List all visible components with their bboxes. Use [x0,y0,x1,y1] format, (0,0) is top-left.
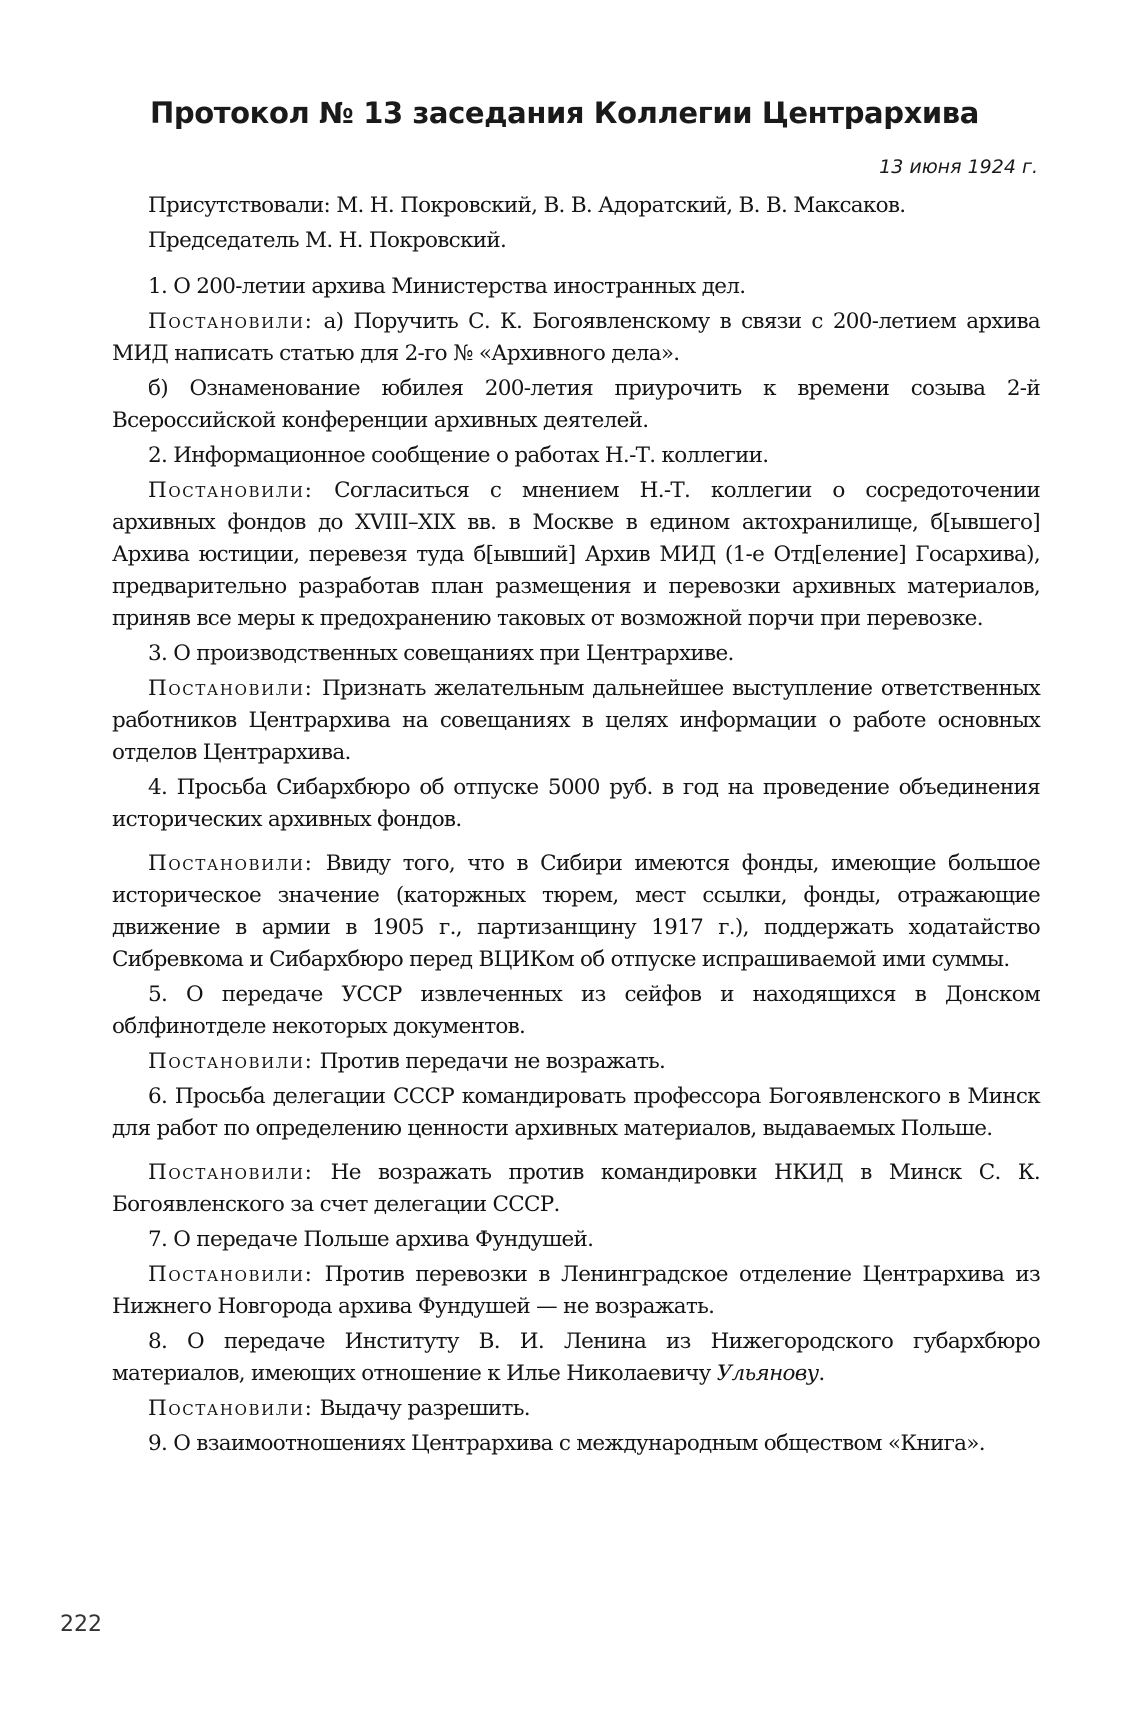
agenda-item-9: 9. О взаимоотношениях Центрархива с международным обществом «Книга». [148,1431,985,1456]
resolved-label: Постановили: [148,851,314,876]
resolution-4: Постановили: Ввиду того, что в Сибири имеются фонды, имеющие большое историческое значение (каторжных тюрем, мест ссылки, фонды, отражающие движение в армии в 1905 г., партизанщину 1917 г.), поддержать ходатайство Сибревкома и Сибархбюро перед ВЦИКом об отпуске испрашиваемой ими суммы. [112,851,1040,972]
resolved-label: Постановили: [148,1396,314,1421]
agenda-item-8: 8. О передаче Институту В. И. Ленина из Нижегородского губархбюро материалов, имеющих отношение к Илье Николаевичу Ульянову. [112,1329,1040,1386]
resolved-label: Постановили: [148,309,314,334]
agenda-item-1: 1. О 200-летии архива Министерства иностранных дел. [148,274,746,299]
agenda-item-7: 7. О передаче Польше архива Фундушей. [148,1227,594,1252]
resolution-3: Постановили: Признать желательным дальнейшее выступление ответственных работников Центрархива на совещаниях в целях информации о работе основных отделов Центрархива. [112,676,1040,765]
resolved-label: Постановили: [148,1160,314,1185]
chairman-line: Председатель М. Н. Покровский. [148,228,507,253]
resolution-6: Постановили: Не возражать против командировки НКИД в Минск С. К. Богоявленского за счет делегации СССР. [112,1160,1040,1217]
agenda-item-6: 6. Просьба делегации СССР командировать профессора Богоявленского в Минск для работ по определению ценности архивных материалов, выдаваемых Польше. [112,1084,1040,1141]
resolution-2: Постановили: Согласиться с мнением Н.-Т. коллегии о сосредоточении архивных фондов до XVIII–XIX вв. в Москве в едином актохранилище, б[ывшего] Архива юстиции, перевезя туда б[ывший] Архив МИД (1-е Отд[еление] Госархива), предварительно разработав план размещения и перевозки архивных материалов, приняв все меры к предохранению таковых от возможной порчи при перевозке. [112,478,1040,631]
resolved-label: Постановили: [148,676,314,701]
page-number: 222 [60,1612,102,1637]
agenda-item-5: 5. О передаче УССР извлеченных из сейфов и находящихся в Донском облфинотделе некоторых документов. [112,982,1040,1039]
agenda-item-2: 2. Информационное сообщение о работах Н.-Т. коллегии. [148,443,769,468]
page-title: Протокол № 13 заседания Коллегии Центрархива [150,96,979,130]
resolution-1: Постановили: а) Поручить С. К. Богоявленскому в связи с 200-летием архива МИД написать статью для 2-го № «Архивного дела». [112,309,1040,366]
resolved-label: Постановили: [148,478,314,503]
resolution-7: Постановили: Против перевозки в Ленинградское отделение Центрархива из Нижнего Новгорода архива Фундушей — не возражать. [112,1262,1040,1319]
resolved-label: Постановили: [148,1262,314,1287]
protocol-body [112,190,1040,1463]
agenda-item-3: 3. О производственных совещаниях при Центрархиве. [148,641,734,666]
resolution-5: Постановили: Против передачи не возражать. [148,1049,666,1074]
resolved-label: Постановили: [148,1049,314,1074]
agenda-item-4: 4. Просьба Сибархбюро об отпуске 5000 руб. в год на проведение объединения исторических архивных фондов. [112,775,1040,832]
protocol-date: 13 июня 1924 г. [879,156,1038,178]
resolution-8: Постановили: Выдачу разрешить. [148,1396,530,1421]
agenda-item-1b: б) Ознаменование юбилея 200-летия приурочить к времени созыва 2-й Всероссийской конференции архивных деятелей. [112,376,1040,433]
attendance-line: Присутствовали: М. Н. Покровский, В. В. Адоратский, В. В. Максаков. [148,193,906,218]
